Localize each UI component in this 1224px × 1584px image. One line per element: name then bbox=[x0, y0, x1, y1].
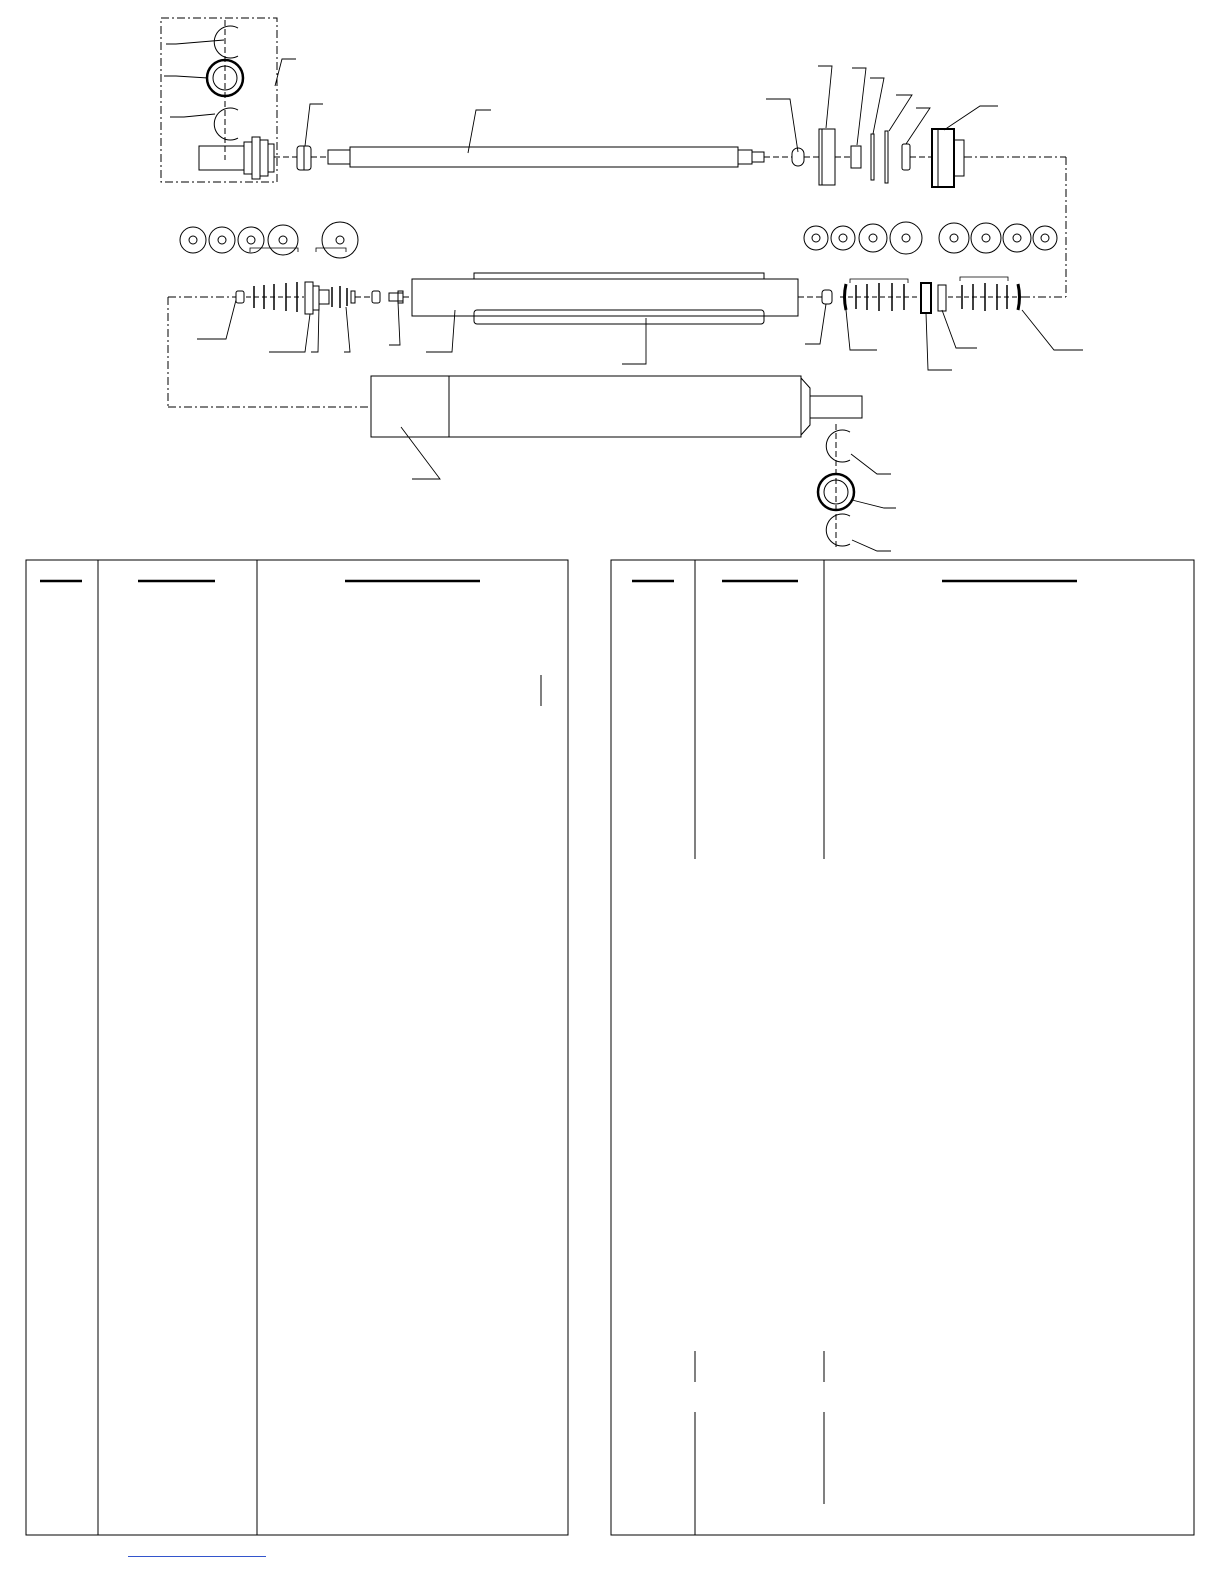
left-parts-table bbox=[26, 560, 568, 1535]
footer-link-underline[interactable] bbox=[128, 1556, 266, 1557]
right-parts-table bbox=[611, 560, 1194, 1535]
